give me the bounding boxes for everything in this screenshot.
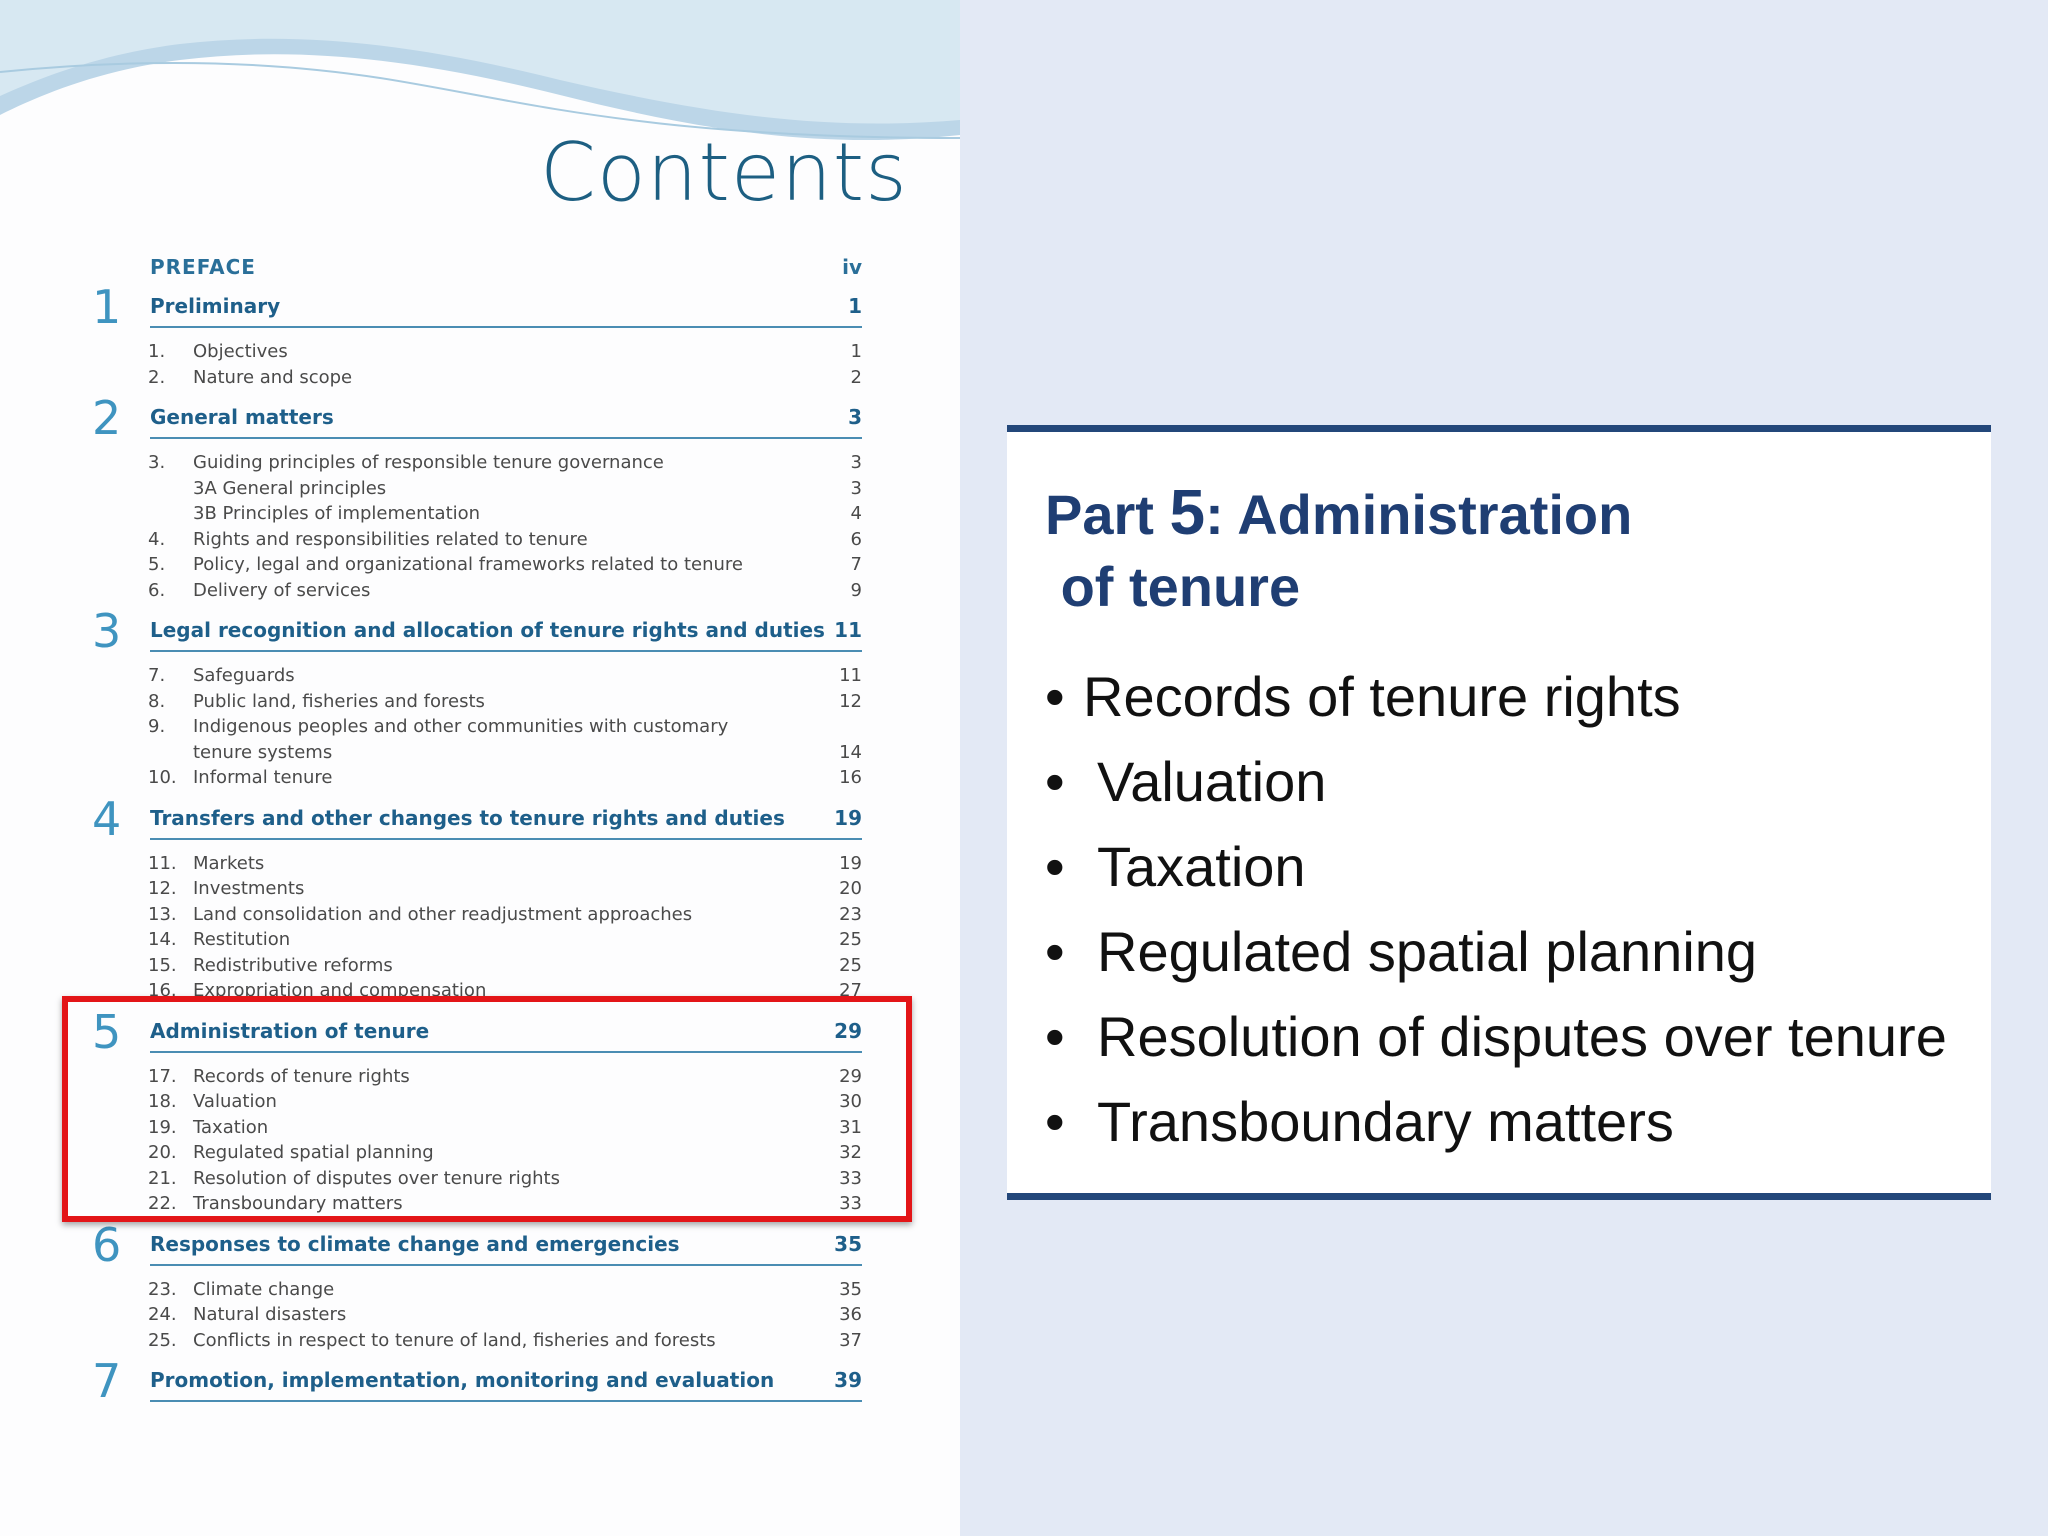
section-page: 1 [848, 294, 862, 318]
section-number: 6 [92, 1217, 122, 1272]
entry-label: Climate change [193, 1278, 335, 1300]
preface-page: iv [842, 255, 862, 279]
entry-label: Markets [193, 852, 265, 874]
toc-entry[interactable] [92, 901, 862, 927]
section-page: 35 [834, 1231, 862, 1256]
entry-page: 29 [839, 1065, 862, 1087]
toc-entry[interactable] [92, 952, 862, 978]
entry-page: 9 [850, 579, 862, 601]
entry-number: 9. [148, 716, 166, 737]
section-spacer [92, 1352, 862, 1360]
entry-label: Land consolidation and other readjustment approaches [193, 903, 693, 925]
toc-section-1[interactable] [92, 280, 862, 334]
entry-number: 14. [148, 929, 177, 950]
entry-number: 13. [148, 903, 177, 925]
entry-number: 12. [148, 878, 177, 899]
toc-entry[interactable] [92, 475, 862, 501]
entry-page: 31 [839, 1116, 862, 1138]
entry-number: 15. [148, 954, 177, 976]
section-page: 29 [834, 1018, 862, 1043]
entry-page: 23 [839, 903, 862, 925]
entry-page: 16 [839, 767, 862, 788]
bullet-item [1045, 994, 1947, 1079]
section-spacer [92, 389, 862, 397]
entry-number: 25. [148, 1329, 177, 1351]
entry-page: 3 [850, 452, 862, 473]
entry-label: Regulated spatial planning [193, 1142, 434, 1163]
toc-entry[interactable] [92, 875, 862, 901]
entry-label: Restitution [193, 929, 291, 950]
bullet-item [1045, 654, 1947, 739]
entry-label: Expropriation and compensation [193, 980, 487, 1001]
bullet-icon: • [1045, 1090, 1065, 1153]
bullet-icon: • [1045, 1005, 1065, 1068]
section-page: 11 [834, 618, 862, 642]
contents-heading: Contents [540, 126, 908, 219]
section-title: Responses to climate change and emergencies [150, 1231, 680, 1256]
toc-section-4[interactable] [92, 791, 862, 846]
entry-page: 6 [850, 528, 862, 550]
section-page: 39 [834, 1368, 862, 1392]
entry-label: Indigenous peoples and other communities with customary [193, 716, 729, 737]
entry-number: 11. [148, 852, 177, 874]
entry-label: Rights and responsibilities related to tenure [193, 528, 588, 550]
section-number: 2 [92, 391, 122, 445]
preface-label: PREFACE [150, 255, 256, 279]
highlight-box-section-5 [62, 996, 912, 1222]
entry-number: 16. [148, 980, 177, 1001]
toc-entry[interactable] [92, 764, 862, 790]
entry-page: 1 [850, 341, 862, 362]
part-title-number: 5 [1169, 476, 1206, 548]
entry-page: 7 [850, 554, 862, 575]
bullet-icon: • [1045, 665, 1065, 728]
toc-entry[interactable] [92, 850, 862, 876]
section-title: Preliminary [150, 294, 281, 318]
entry-number: 5. [148, 554, 166, 575]
entry-page: 32 [839, 1142, 862, 1163]
entry-label: Guiding principles of responsible tenure governance [193, 452, 664, 473]
section-number: 1 [92, 280, 122, 334]
section-number: 4 [92, 791, 122, 846]
entry-number: 10. [148, 767, 177, 788]
section-number: 7 [92, 1354, 122, 1408]
toc-entry[interactable] [92, 338, 862, 364]
part-title-rest: : Administration [1205, 483, 1633, 546]
section-spacer [92, 1412, 862, 1420]
toc-entry[interactable] [92, 577, 862, 603]
entry-page: 36 [839, 1304, 862, 1325]
section-title: General matters [150, 405, 334, 429]
toc-entry[interactable] [92, 662, 862, 688]
toc-entry[interactable] [92, 1301, 862, 1327]
section-page: 3 [848, 405, 862, 429]
toc-entry[interactable] [92, 688, 862, 714]
entry-number: 7. [148, 665, 166, 686]
toc-entry[interactable] [92, 449, 862, 475]
table-of-contents [92, 250, 862, 1420]
entry-page: 4 [850, 503, 862, 524]
toc-section-7[interactable] [92, 1354, 862, 1408]
entry-page: 33 [839, 1167, 862, 1189]
entry-page: 25 [839, 954, 862, 976]
entry-page: 14 [839, 741, 862, 763]
entry-page: 35 [839, 1278, 862, 1300]
entry-page: 37 [839, 1329, 862, 1351]
entry-label: Redistributive reforms [193, 954, 393, 976]
entry-number: 6. [148, 579, 166, 601]
entry-number: 19. [148, 1116, 177, 1138]
bullet-text: Records of tenure rights [1083, 665, 1681, 728]
entry-label: Nature and scope [193, 366, 353, 388]
entry-label: Investments [193, 878, 305, 899]
section-page: 19 [834, 805, 862, 830]
section-title: Administration of tenure [150, 1018, 430, 1043]
entry-number: 8. [148, 690, 166, 712]
section-spacer [92, 602, 862, 610]
bullet-icon: • [1045, 920, 1065, 983]
bullet-item [1045, 909, 1947, 994]
entry-label: Policy, legal and organizational frameworks related to tenure [193, 554, 743, 575]
entry-number: 3. [148, 452, 166, 473]
section-number: 3 [92, 604, 122, 658]
entry-label: Objectives [193, 341, 288, 362]
entry-number: 17. [148, 1065, 177, 1087]
bullet-item [1045, 739, 1947, 824]
entry-label: Informal tenure [193, 767, 333, 788]
part-title-line2: of tenure [1060, 555, 1301, 618]
bullet-text: Regulated spatial planning [1097, 920, 1758, 983]
entry-label: tenure systems [193, 741, 333, 763]
entry-page: 25 [839, 929, 862, 950]
contents-page [0, 0, 960, 1536]
entry-label: Conflicts in respect to tenure of land, fisheries and forests [193, 1329, 716, 1351]
section-title: Legal recognition and allocation of tenure rights and duties [150, 618, 825, 642]
entry-number: 24. [148, 1304, 177, 1325]
entry-label: Valuation [193, 1091, 277, 1112]
toc-entry[interactable] [92, 739, 862, 765]
entry-label: 3B Principles of implementation [193, 503, 481, 524]
entry-label: Taxation [193, 1116, 269, 1138]
entry-label: Resolution of disputes over tenure rights [193, 1167, 560, 1189]
entry-number: 22. [148, 1193, 177, 1214]
section-title: Transfers and other changes to tenure rights and duties [150, 805, 785, 830]
entry-page: 30 [839, 1091, 862, 1112]
entry-page: 33 [839, 1193, 862, 1214]
bullet-item [1045, 824, 1947, 909]
toc-entry[interactable] [92, 1327, 862, 1353]
toc-section-3[interactable] [92, 604, 862, 658]
entry-number: 2. [148, 366, 166, 388]
entry-number: 23. [148, 1278, 177, 1300]
entry-label: Delivery of services [193, 579, 371, 601]
toc-entry[interactable] [92, 526, 862, 552]
entry-number: 21. [148, 1167, 177, 1189]
entry-page: 12 [839, 690, 862, 712]
bullet-item [1045, 1079, 1947, 1164]
section-number: 5 [92, 1004, 122, 1059]
part-title [1045, 476, 1632, 623]
entry-number: 4. [148, 528, 166, 550]
section-title: Promotion, implementation, monitoring and evaluation [150, 1368, 775, 1392]
section-spacer [92, 790, 862, 798]
toc-entry[interactable] [92, 926, 862, 952]
entry-number: 20. [148, 1142, 177, 1163]
entry-label: Records of tenure rights [193, 1065, 410, 1087]
preface-row[interactable] [92, 250, 862, 286]
bullet-text: Taxation [1097, 835, 1306, 898]
toc-entry[interactable] [92, 551, 862, 577]
toc-entry[interactable] [92, 713, 862, 739]
bullet-icon: • [1045, 835, 1065, 898]
entry-label: Natural disasters [193, 1304, 347, 1325]
toc-entry[interactable] [92, 364, 862, 390]
slide-card [1007, 425, 1991, 1200]
bullet-text: Resolution of disputes over tenure [1097, 1005, 1947, 1068]
bullet-text: Transboundary matters [1097, 1090, 1674, 1153]
entry-page: 11 [839, 665, 862, 686]
entry-number: 1. [148, 341, 166, 362]
entry-page: 19 [839, 852, 862, 874]
entry-page: 27 [839, 980, 862, 1001]
entry-page: 20 [839, 878, 862, 899]
entry-page: 3 [850, 477, 862, 499]
bullet-list [1045, 654, 1947, 1164]
entry-label: Safeguards [193, 665, 295, 686]
entry-label: 3A General principles [193, 477, 387, 499]
entry-label: Transboundary matters [193, 1193, 403, 1214]
toc-entry[interactable] [92, 1276, 862, 1302]
part-title-prefix: Part [1045, 483, 1170, 546]
entry-number: 18. [148, 1091, 177, 1112]
bullet-icon: • [1045, 750, 1065, 813]
toc-section-2[interactable] [92, 391, 862, 445]
entry-page: 2 [850, 366, 862, 388]
toc-entry[interactable] [92, 500, 862, 526]
entry-label: Public land, fisheries and forests [193, 690, 485, 712]
toc-section-6[interactable] [92, 1217, 862, 1272]
bullet-text: Valuation [1097, 750, 1327, 813]
